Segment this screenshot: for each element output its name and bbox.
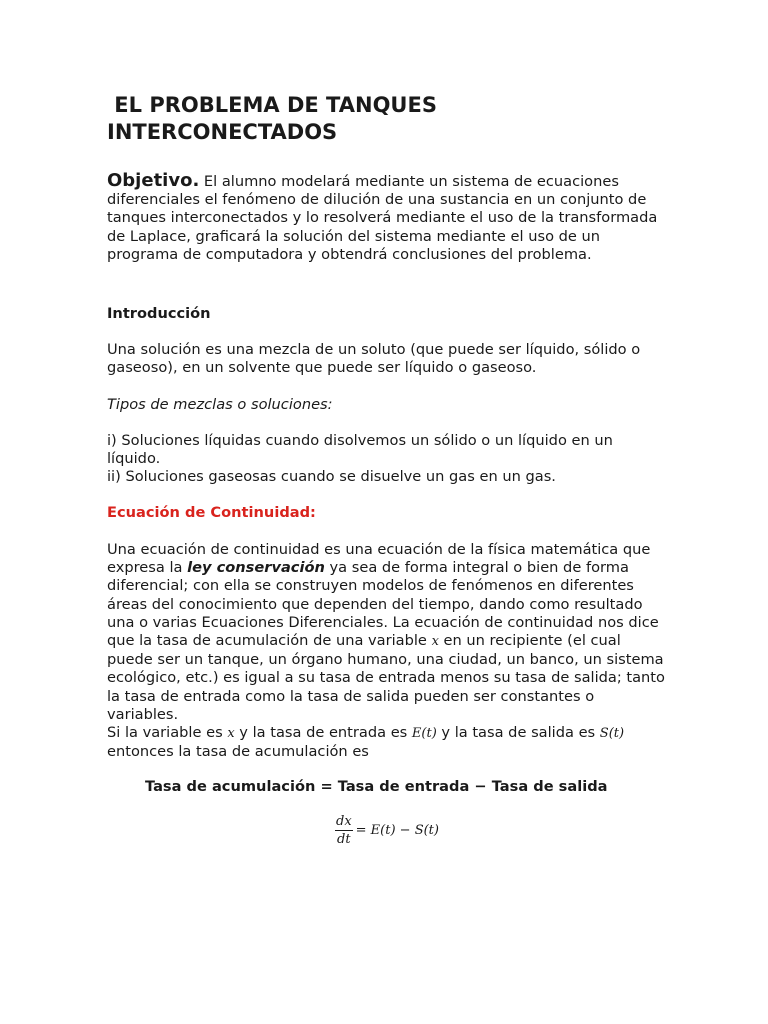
objetivo-paragraph xyxy=(107,172,667,264)
equation-rhs: = E(t) − S(t) xyxy=(355,823,439,838)
si-text-2: y la tasa de entrada es xyxy=(234,724,412,742)
document-title xyxy=(107,92,437,146)
si-text-1: Si la variable es xyxy=(107,724,228,742)
continuidad-heading: Ecuación de Continuidad: xyxy=(107,504,316,521)
continuity-equation xyxy=(335,814,439,847)
si-variable-x: x xyxy=(227,726,235,742)
si-text-3: y la tasa de salida es xyxy=(436,724,600,742)
entrada-e-t: E(t) xyxy=(411,726,437,742)
tipos-item-1: i) Soluciones líquidas cuando disolvemos un sólido o un líquido en un líquido. xyxy=(107,432,613,468)
title-line-2: INTERCONECTADOS xyxy=(107,120,338,144)
continuidad-text-1: Una ecuación de continuidad es una ecuación de la física matemática que expresa la xyxy=(107,541,651,577)
formula-title: Tasa de acumulación = Tasa de entrada − Tasa de salida xyxy=(145,778,608,795)
tipos-heading: Tipos de mezclas o soluciones: xyxy=(107,396,333,413)
fraction-numerator: dx xyxy=(336,814,352,829)
fraction-denominator: dt xyxy=(337,832,351,847)
salida-s-t: S(t) xyxy=(599,726,625,742)
continuidad-paragraph xyxy=(107,541,667,761)
tipos-item-2: ii) Soluciones gaseosas cuando se disuelve un gas en un gas. xyxy=(107,468,556,485)
continuidad-text-3: en un recipiente (el cual puede ser un tanque, un órgano humano, una ciudad, un banco, un sistema ecológico, etc.) es igual a su tasa de entrada menos su tasa de salida; tanto la tasa de entrada como la tasa de salida pueden ser constantes o variables. xyxy=(107,632,665,723)
derivative-fraction xyxy=(335,814,353,847)
introduccion-heading: Introducción xyxy=(107,305,211,322)
variable-x: x xyxy=(431,634,439,650)
title-line-1: EL PROBLEMA DE TANQUES xyxy=(107,93,437,117)
ley-conservacion: ley conservación xyxy=(187,559,325,577)
continuidad-text-2: ya sea de forma integral o bien de forma diferencial; con ella se construyen modelos de fenómenos en diferentes áreas del conocimiento que dependen del tiempo, dando como resultado una o varias Ecuaciones Diferenciales. La ecuación de continuidad nos dice que la tasa de acumulación de una variable xyxy=(107,559,659,650)
objetivo-text: El alumno modelará mediante un sistema de ecuaciones diferenciales el fenómeno de dilución de una sustancia en un conjunto de tanques interconectados y lo resolverá mediante el uso de la transformada de Laplace, graficará la solución del sistema mediante el uso de un programa de computadora y obtendrá conclusiones del problema. xyxy=(107,173,658,263)
si-text-4: entonces la tasa de acumulación es xyxy=(107,743,369,761)
introduccion-paragraph: Una solución es una mezcla de un soluto (que puede ser líquido, sólido o gaseoso), en un solvente que puede ser líquido o gaseoso. xyxy=(107,341,641,377)
objetivo-label: Objetivo. xyxy=(107,170,200,191)
